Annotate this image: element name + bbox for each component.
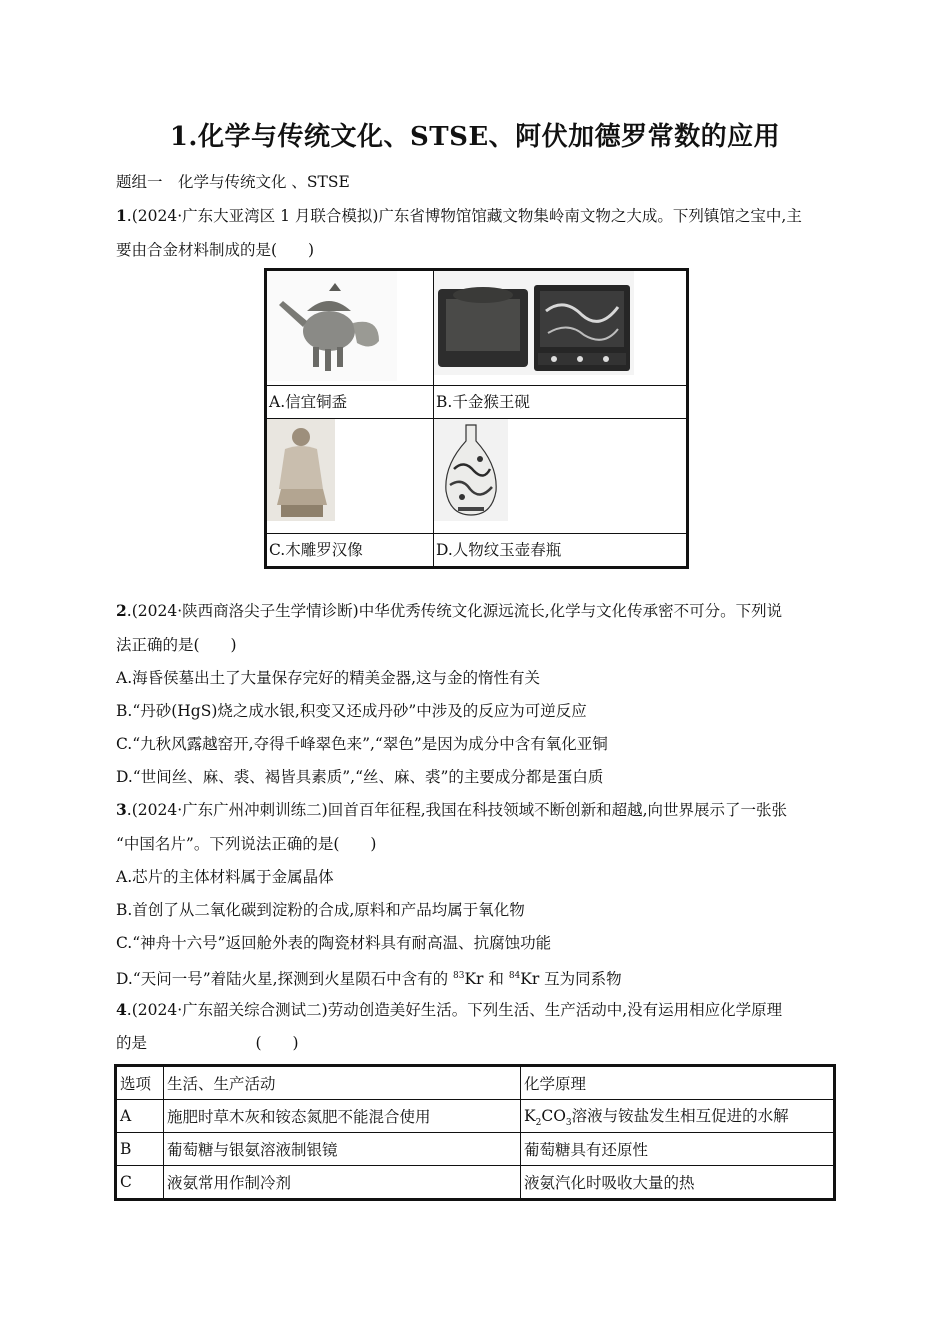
q1-number: 1	[116, 206, 127, 225]
row-b-option: B	[116, 1133, 164, 1166]
option-a-label: A.信宜铜盉	[266, 386, 434, 419]
q2-number: 2	[116, 601, 127, 620]
option-c-image-cell	[266, 419, 434, 534]
row-c-option: C	[116, 1166, 164, 1200]
q2-text: .(2024·陕西商洛尖子生学情诊断)中华优秀传统文化源远流长,化学与文化传承密不可分。下列说	[126, 602, 783, 620]
table-row	[116, 1133, 835, 1166]
q3-text: .(2024·广东广州冲刺训练二)回首百年征程,我国在科技领域不断创新和超越,向世界展示了一张张	[126, 801, 788, 819]
header-activity: 生活、生产活动	[164, 1066, 521, 1100]
table-row	[116, 1100, 835, 1133]
q3-option-a: A.芯片的主体材料属于金属晶体	[116, 868, 334, 886]
group-heading: 题组一 化学与传统文化 、STSE	[116, 173, 350, 191]
row-b-activity: 葡萄糖与银氨溶液制银镜	[164, 1133, 521, 1166]
table-header-row	[116, 1066, 835, 1100]
q4-number: 4	[116, 1000, 127, 1019]
q3-option-b: B.首创了从二氧化碳到淀粉的合成,原料和产品均属于氧化物	[116, 901, 525, 919]
q4-stem-line1	[116, 1000, 836, 1020]
row-c-principle: 液氨汽化时吸收大量的热	[521, 1166, 835, 1200]
header-principle: 化学原理	[521, 1066, 835, 1100]
q4-text: .(2024·广东韶关综合测试二)劳动创造美好生活。下列生活、生产活动中,没有运用相应化学原理	[126, 1001, 783, 1019]
option-d-image-cell	[434, 419, 688, 534]
porcelain-vase-image	[434, 419, 508, 521]
q2-stem-line1	[116, 601, 836, 621]
option-d-label: D.人物纹玉壶春瓶	[434, 534, 688, 568]
q2-option-a: A.海昏侯墓出土了大量保存完好的精美金器,这与金的惰性有关	[116, 669, 541, 687]
q2-stem-line2: 法正确的是( )	[116, 636, 237, 654]
q1-stem-line2: 要由合金材料制成的是( )	[116, 241, 315, 259]
page-title: 1.化学与传统文化、STSE、阿伏加德罗常数的应用	[169, 122, 781, 152]
row-a-option: A	[116, 1100, 164, 1133]
q1-stem-line1	[116, 206, 836, 226]
row-b-principle: 葡萄糖具有还原性	[521, 1133, 835, 1166]
option-a-image-cell	[266, 270, 434, 386]
table-row	[116, 1166, 835, 1200]
q4-table	[114, 1064, 836, 1201]
wood-arhat-image	[267, 419, 335, 521]
option-b-image-cell	[434, 270, 688, 386]
header-option: 选项	[116, 1066, 164, 1100]
q3-option-c: C.“神舟十六号”返回舱外表的陶瓷材料具有耐高温、抗腐蚀功能	[116, 934, 552, 952]
q2-option-c: C.“九秋风露越窑开,夺得千峰翠色来”,“翠色”是因为成分中含有氧化亚铜	[116, 735, 608, 753]
bronze-vessel-image	[267, 271, 397, 381]
row-a-activity: 施肥时草木灰和铵态氮肥不能混合使用	[164, 1100, 521, 1133]
q3-stem-line2: “中国名片”。下列说法正确的是( )	[116, 835, 377, 853]
q3-stem-line1	[116, 800, 836, 820]
row-a-principle: $K_2CO_3$溶液与铵盐发生相互促进的水解	[521, 1100, 835, 1133]
inkstone-image	[434, 271, 634, 375]
option-c-label: C.木雕罗汉像	[266, 534, 434, 568]
q1-text: .(2024·广东大亚湾区 1 月联合模拟)广东省博物馆馆藏文物集岭南文物之大成。下列镇馆之宝中,主	[126, 207, 802, 225]
q3-option-d: D.“天问一号”着陆火星,探测到火星陨石中含有的 $^{83}$Kr 和 $^{84}$Kr 互为同系物	[116, 970, 622, 989]
q4-stem-line2: 的是 ( )	[116, 1034, 299, 1052]
row-c-activity: 液氨常用作制冷剂	[164, 1166, 521, 1200]
option-b-label: B.千金猴王砚	[434, 386, 688, 419]
q3-number: 3	[116, 800, 127, 819]
q1-options-table	[264, 268, 689, 569]
q2-option-b: B.“丹砂(HgS)烧之成水银,积变又还成丹砂”中涉及的反应为可逆反应	[116, 702, 587, 720]
q2-option-d: D.“世间丝、麻、裘、褐皆具素质”,“丝、麻、裘”的主要成分都是蛋白质	[116, 768, 604, 786]
